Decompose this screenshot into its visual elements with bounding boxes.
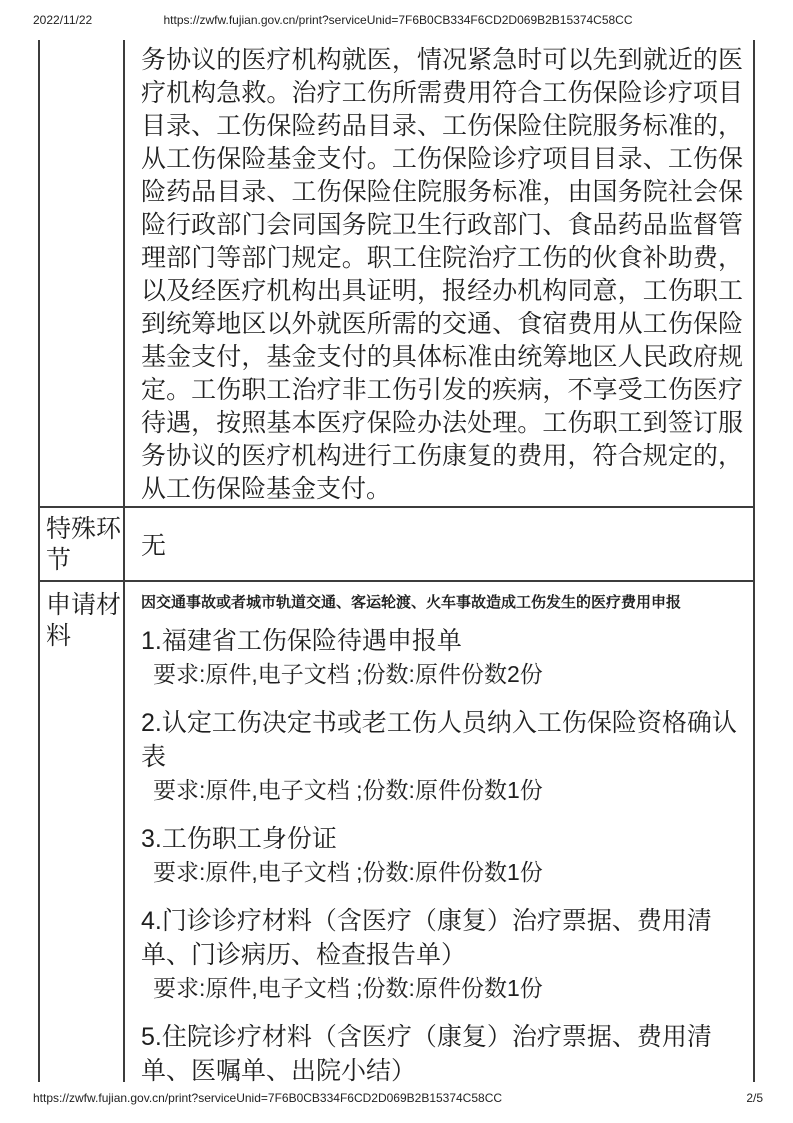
special-procedure-label: 特殊环节 <box>40 508 125 580</box>
print-footer <box>33 1091 763 1107</box>
footer-url: https://zwfw.fujian.gov.cn/print?serviceUnid=7F6B0CB334F6CD2D069B2B15374C58CC <box>33 1091 503 1105</box>
material-item-requirement: 要求:原件,电子文档 ;份数:原件份数1份 <box>153 777 543 803</box>
benefit-description-text: 务协议的医疗机构就医，情况紧急时可以先到就近的医疗机构急救。治疗工伤所需费用符合工伤保险诊疗项目目录、工伤保险药品目录、工伤保险住院服务标准的，从工伤保险基金支付。工伤保险诊疗项目目录、工伤保险药品目录、工伤保险住院服务标准，由国务院社会保险行政部门会同国务院卫生行政部门、食品药品监督管理部门等部门规定。职工住院治疗工伤的伙食补助费，以及经医疗机构出具证明，报经办机构同意，工伤职工到统筹地区以外就医所需的交通、食宿费用从工伤保险基金支付，基金支付的具体标准由统筹地区人民政府规定。工伤职工治疗非工伤引发的疾病，不享受工伤医疗待遇，按照基本医疗保险办法处理。工伤职工到签订服务协议的医疗机构进行工伤康复的费用，符合规定的，从工伤保险基金支付。 <box>141 46 743 503</box>
material-item-title: 1.福建省工伤保险待遇申报单 <box>141 627 462 655</box>
material-item-requirement: 要求:原件,电子文档 ;份数:原件份数1份 <box>153 975 543 1001</box>
materials-intro-text: 因交通事故或者城市轨道交通、客运轮渡、火车事故造成工伤发生的医疗费用申报 <box>141 594 682 611</box>
material-item <box>141 706 743 807</box>
application-materials-content <box>125 582 753 1082</box>
print-header <box>33 13 763 29</box>
header-url: https://zwfw.fujian.gov.cn/print?serviceUnid=7F6B0CB334F6CD2D069B2B15374C58CC <box>163 13 633 27</box>
material-item-title: 2.认定工伤决定书或老工伤人员纳入工伤保险资格确认表 <box>141 709 737 771</box>
special-procedure-value: 无 <box>141 532 167 560</box>
table-row-application-materials <box>40 582 753 1082</box>
material-item <box>141 904 743 1005</box>
print-date: 2022/11/22 <box>33 13 93 27</box>
page-number: 2/5 <box>746 1091 763 1105</box>
material-item <box>141 624 743 691</box>
table-row-benefit-description <box>40 40 753 508</box>
materials-item-list <box>141 624 743 1082</box>
benefit-row-label-empty <box>40 40 125 506</box>
material-item-requirement: 要求:原件,电子文档 ;份数:原件份数2份 <box>153 661 543 687</box>
material-item-title: 3.工伤职工身份证 <box>141 825 337 853</box>
material-item <box>141 822 743 889</box>
application-materials-label: 申请材料 <box>40 582 125 1082</box>
material-item-title: 4.门诊诊疗材料（含医疗（康复）治疗票据、费用清单、门诊病历、检查报告单） <box>141 907 712 969</box>
material-item-requirement: 要求:原件,电子文档 ;份数:原件份数1份 <box>153 859 543 885</box>
material-item <box>141 1020 743 1082</box>
table-row-special-procedure <box>40 508 753 582</box>
material-item-title: 5.住院诊疗材料（含医疗（康复）治疗票据、费用清单、医嘱单、出院小结） <box>141 1023 712 1082</box>
service-detail-table <box>38 40 755 1082</box>
